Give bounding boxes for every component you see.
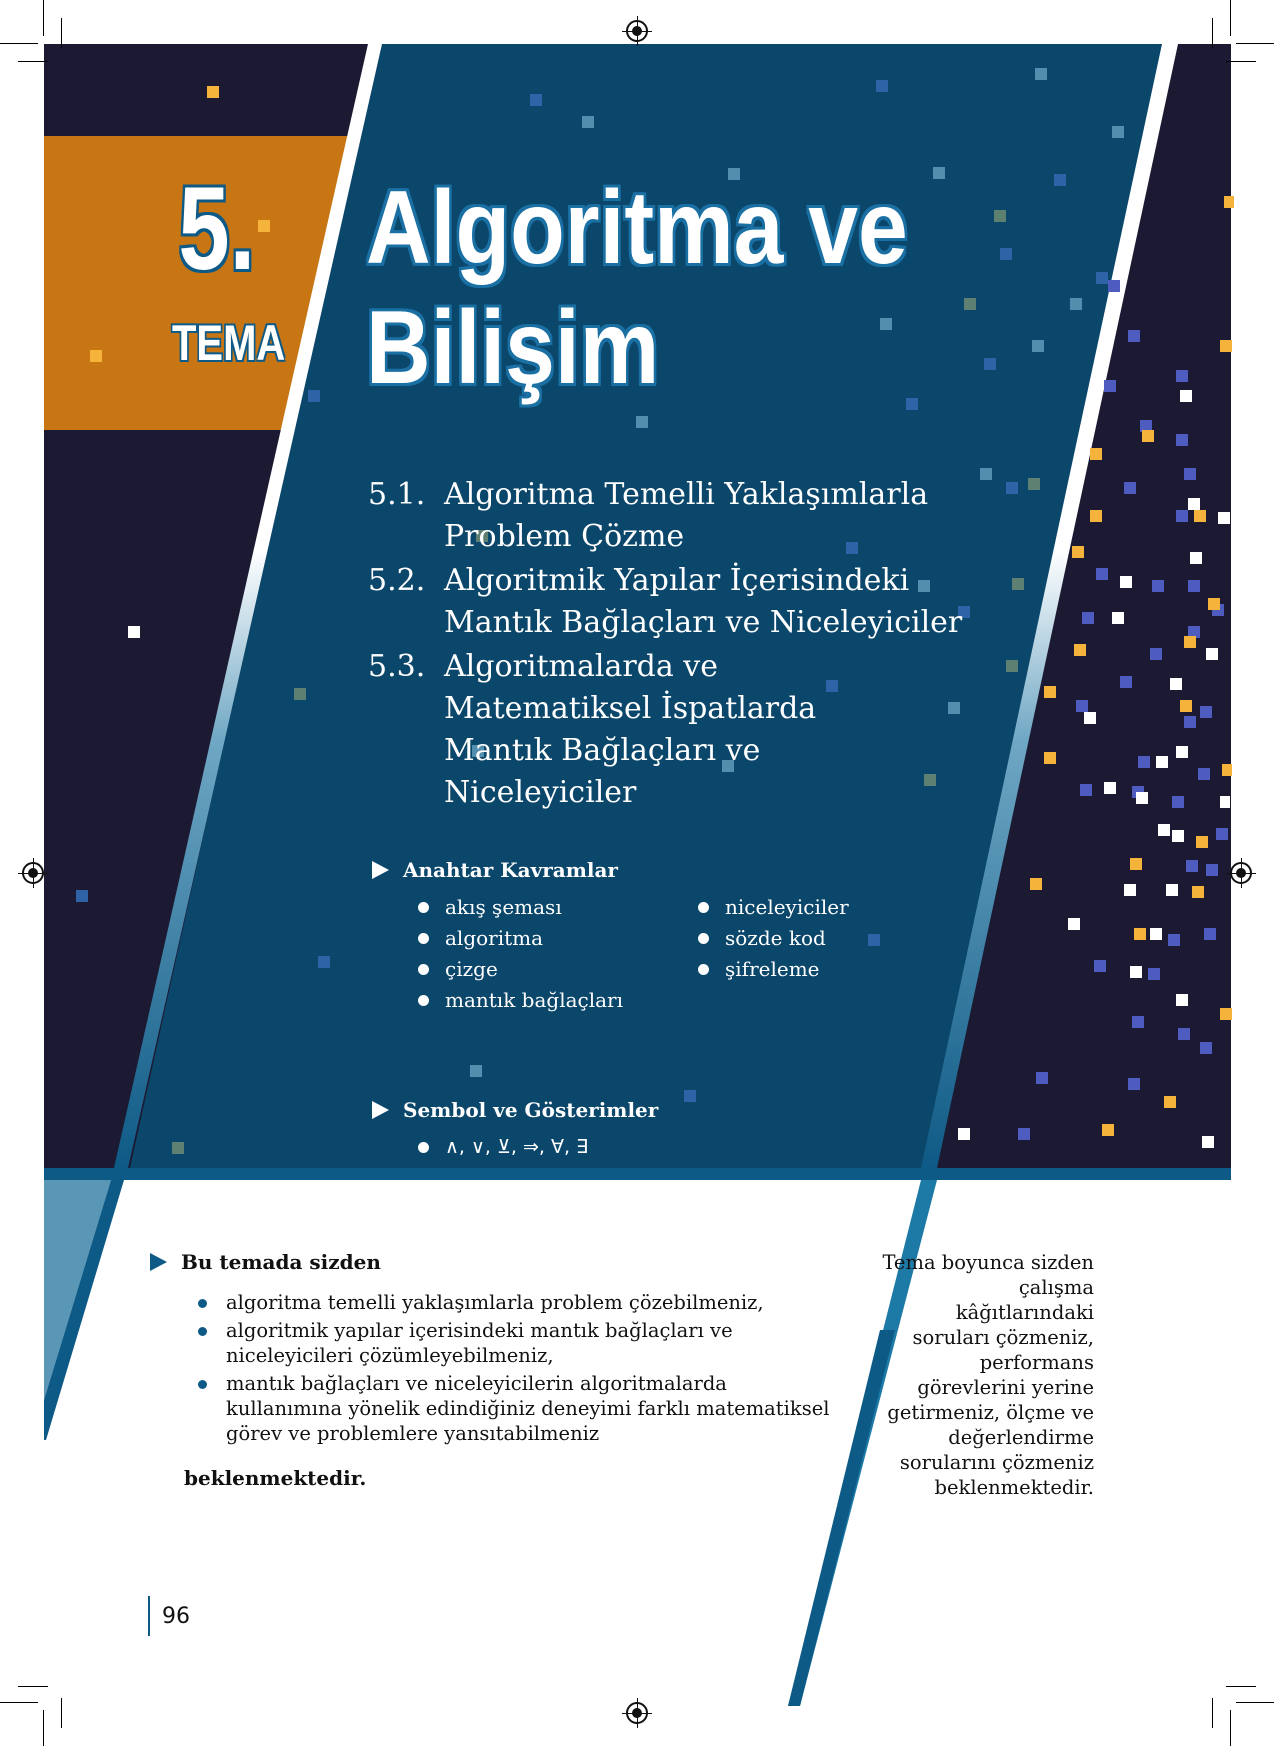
key-concepts-heading bbox=[372, 858, 618, 882]
goal-item: algoritmik yapılar içerisindeki mantık bağlaçları ve niceleyicileri çözümleyebilmeniz, bbox=[196, 1318, 846, 1368]
triangle-bullet-icon bbox=[372, 861, 389, 879]
registration-mark-icon bbox=[1230, 862, 1252, 884]
bullet-icon bbox=[418, 964, 429, 975]
goals-heading bbox=[150, 1250, 381, 1274]
crop-mark bbox=[0, 1702, 38, 1703]
page-number: 96 bbox=[162, 1604, 190, 1629]
page-title bbox=[366, 168, 908, 408]
crop-mark bbox=[1226, 1686, 1256, 1687]
theme-label: TEMA bbox=[172, 315, 286, 371]
unit-title: Algoritmik Yapılar İçerisindeki Mantık Bağlaçları ve Niceleyiciler bbox=[444, 563, 963, 640]
key-concepts-col1 bbox=[418, 892, 623, 1016]
crop-mark bbox=[43, 1710, 44, 1746]
bullet-icon bbox=[698, 964, 709, 975]
crop-mark bbox=[1236, 1702, 1274, 1703]
key-concepts-heading-text: Anahtar Kavramlar bbox=[403, 858, 618, 882]
crop-mark bbox=[1226, 61, 1256, 62]
key-concept-label: sözde kod bbox=[725, 926, 826, 950]
symbols-list bbox=[418, 1132, 588, 1163]
unit-number: 5.3. bbox=[368, 649, 426, 684]
goal-item: mantık bağlaçları ve niceleyicilerin algoritmalarda kullanımına yönelik edindiğiniz deneyimi farklı matematiksel görev ve problemlere yansıtabilmeniz bbox=[196, 1371, 846, 1446]
unit-item bbox=[368, 646, 1004, 814]
triangle-bullet-icon bbox=[372, 1101, 389, 1119]
key-concept-item bbox=[698, 923, 849, 954]
unit-item bbox=[368, 474, 1004, 558]
triangle-bullet-icon bbox=[150, 1253, 167, 1271]
unit-title: Algoritma Temelli Yaklaşımlarla Problem Çözme bbox=[444, 477, 929, 554]
registration-mark-icon bbox=[626, 20, 648, 42]
key-concept-label: çizge bbox=[445, 957, 498, 981]
unit-item bbox=[368, 560, 1004, 644]
key-concept-item bbox=[418, 985, 623, 1016]
crop-mark bbox=[1230, 1710, 1231, 1746]
crop-mark bbox=[1236, 43, 1274, 44]
crop-mark bbox=[1212, 18, 1213, 48]
crop-mark bbox=[18, 1686, 48, 1687]
key-concept-item bbox=[418, 923, 623, 954]
unit-title: Algoritmalarda ve Matematiksel İspatlarda Mantık Bağlaçları ve Niceleyiciler bbox=[444, 649, 817, 810]
key-concept-label: akış şeması bbox=[445, 895, 562, 919]
symbols-heading-text: Sembol ve Gösterimler bbox=[403, 1098, 659, 1122]
bullet-icon bbox=[418, 902, 429, 913]
symbols-item bbox=[418, 1132, 588, 1163]
bullet-icon bbox=[418, 933, 429, 944]
registration-mark-icon bbox=[626, 1702, 648, 1724]
unit-list bbox=[368, 474, 1004, 816]
title-line-1: Algoritma ve bbox=[366, 170, 908, 286]
bullet-icon bbox=[418, 1142, 429, 1153]
key-concept-label: şifreleme bbox=[725, 957, 820, 981]
crop-mark bbox=[0, 43, 38, 44]
theme-number: 5. bbox=[178, 163, 256, 295]
crop-mark bbox=[43, 0, 44, 36]
bullet-icon bbox=[418, 995, 429, 1006]
unit-number: 5.1. bbox=[368, 477, 426, 512]
goals-heading-text: Bu temada sizden bbox=[181, 1250, 381, 1274]
goals-closing: beklenmektedir. bbox=[184, 1466, 367, 1490]
key-concept-label: mantık bağlaçları bbox=[445, 988, 624, 1012]
crop-mark bbox=[61, 1698, 62, 1728]
registration-mark-icon bbox=[22, 862, 44, 884]
key-concept-label: algoritma bbox=[445, 926, 544, 950]
key-concept-item bbox=[418, 954, 623, 985]
page-number-rule bbox=[148, 1596, 150, 1636]
goal-item: algoritma temelli yaklaşımlarla problem çözebilmeniz, bbox=[196, 1290, 846, 1315]
key-concept-item bbox=[698, 892, 849, 923]
symbols-text: ∧, ∨, ⊻, ⇒, ∀, ∃ bbox=[445, 1136, 589, 1158]
crop-mark bbox=[1212, 1698, 1213, 1728]
key-concept-item bbox=[418, 892, 623, 923]
crop-mark bbox=[18, 61, 48, 62]
crop-mark bbox=[61, 18, 62, 48]
side-note: Tema boyunca sizden çalışma kâğıtlarındaki soruları çözmeniz, performans görevlerini yerine getirmeniz, ölçme ve değerlendirme sorularını çözmeniz beklenmektedir. bbox=[882, 1251, 1094, 1499]
key-concept-label: niceleyiciler bbox=[725, 895, 849, 919]
title-line-2: Bilişim bbox=[366, 290, 660, 406]
unit-number: 5.2. bbox=[368, 563, 426, 598]
crop-mark bbox=[1230, 0, 1231, 36]
bullet-icon bbox=[698, 902, 709, 913]
bullet-icon bbox=[698, 933, 709, 944]
key-concepts-col2 bbox=[698, 892, 849, 985]
goals-list bbox=[196, 1290, 846, 1449]
symbols-heading bbox=[372, 1098, 658, 1122]
key-concept-item bbox=[698, 954, 849, 985]
